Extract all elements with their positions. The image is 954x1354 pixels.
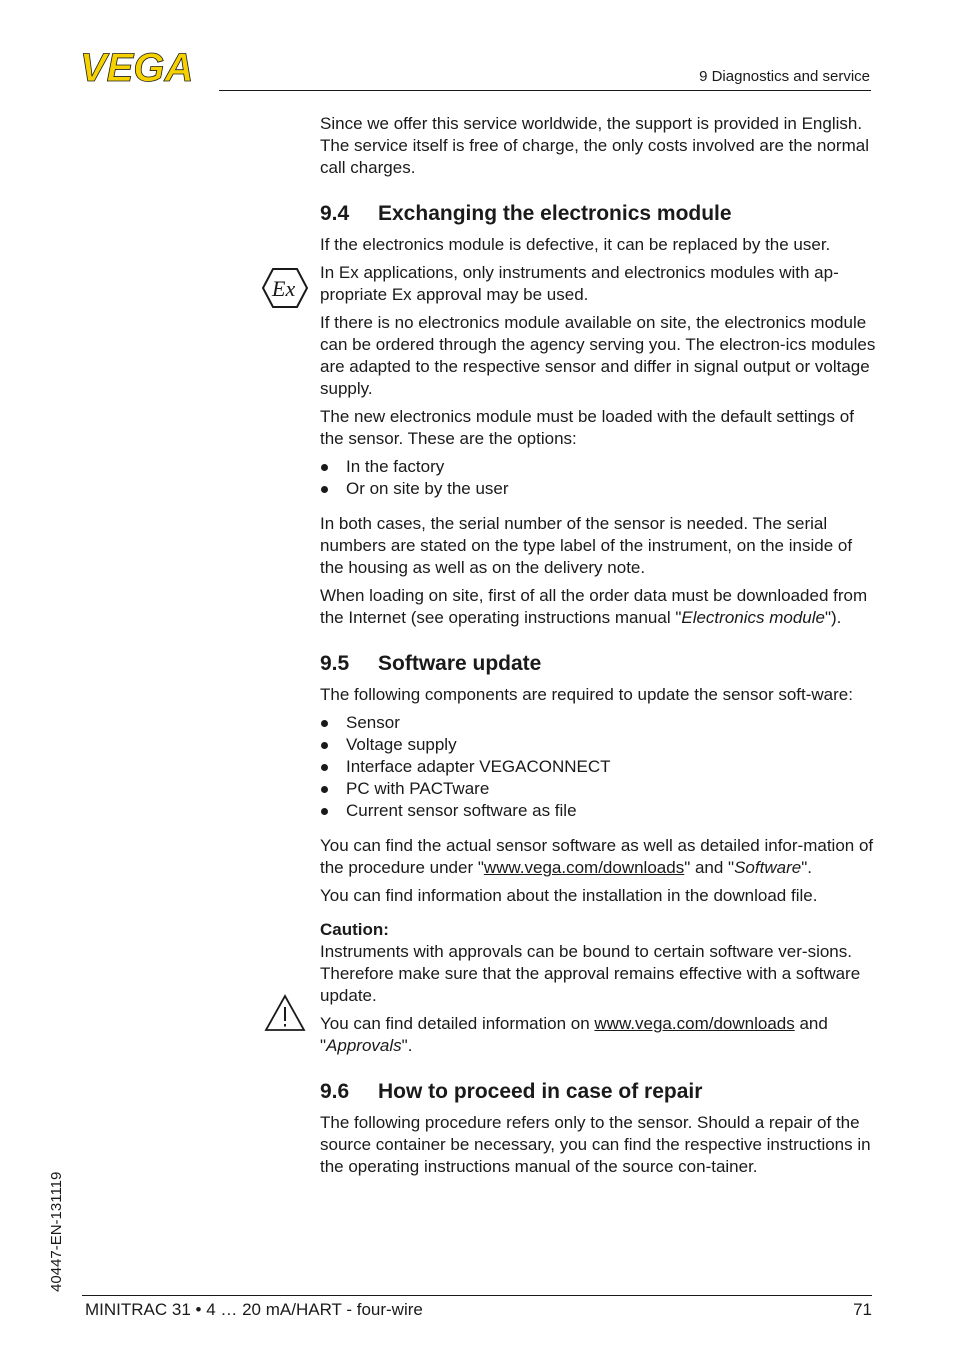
section-title: Software update	[378, 652, 542, 675]
paragraph	[320, 835, 876, 879]
list-item: PC with PACTware	[320, 778, 876, 800]
list-item: Voltage supply	[320, 734, 876, 756]
downloads-link[interactable]: www.vega.com/downloads	[483, 858, 685, 877]
document-number: 40447-EN-131119	[48, 1171, 65, 1292]
list-item: Or on site by the user	[320, 478, 876, 500]
svg-text:VEGA: VEGA	[80, 50, 194, 84]
product-name: MINITRAC 31 • 4 … 20 mA/HART - four-wire	[85, 1300, 423, 1319]
section-heading-9-5	[320, 651, 876, 677]
list-item: Interface adapter VEGACONNECT	[320, 756, 876, 778]
paragraph: The following procedure refers only to the sensor. Should a repair of the source container be necessary, you can find the respective instructions in the operating instructions manual of the source con-tainer.	[320, 1113, 871, 1176]
svg-text:Ex: Ex	[272, 276, 296, 301]
intro-paragraph: Since we offer this service worldwide, the support is provided in English. The service itself is free of charge, the only costs involved are the normal call charges.	[320, 114, 869, 177]
section-title: Exchanging the electronics module	[378, 202, 732, 225]
text-span: ".	[401, 1036, 413, 1055]
components-list	[320, 712, 876, 822]
paragraph	[320, 585, 876, 629]
caution-label: Caution:	[320, 920, 389, 939]
paragraph: The new electronics module must be loaded with the default settings of the sensor. These are the options:	[320, 407, 854, 448]
vega-logo	[80, 50, 212, 84]
text-span: ").	[824, 608, 842, 627]
manual-reference: Electronics module	[681, 608, 825, 627]
section-number: 9.5	[320, 652, 350, 675]
paragraph: If there is no electronics module available on site, the electronics module can be ordered through the agency serving you. The electron-ics modules are adapted to the respective sensor and differ in signal output or voltage supply.	[320, 313, 876, 398]
text-span: You can find detailed information on	[320, 1014, 595, 1033]
chapter-title: 9 Diagnostics and service	[699, 68, 870, 85]
text-span: " and "	[684, 858, 735, 877]
list-item: In the factory	[320, 456, 876, 478]
text-span: ".	[801, 858, 812, 877]
footer-divider	[82, 1295, 872, 1296]
section-title: How to proceed in case of repair	[378, 1080, 703, 1103]
section-heading-9-4	[320, 201, 876, 227]
page-content	[320, 113, 876, 1184]
paragraph: The following components are required to update the sensor soft-ware:	[320, 685, 853, 704]
paragraph	[320, 1013, 876, 1057]
section-heading-9-6	[320, 1079, 876, 1105]
list-item: Current sensor software as file	[320, 800, 876, 822]
warning-icon	[264, 994, 306, 1032]
options-list	[320, 456, 876, 500]
list-item: Sensor	[320, 712, 876, 734]
downloads-link[interactable]: www.vega.com/downloads	[594, 1014, 795, 1033]
approvals-reference: Approvals	[326, 1036, 402, 1055]
section-number: 9.4	[320, 202, 350, 225]
paragraph: You can find information about the installation in the download file.	[320, 886, 818, 905]
paragraph: If the electronics module is defective, it can be replaced by the user.	[320, 235, 831, 254]
ex-hazard-icon	[262, 267, 308, 309]
caution-text: Instruments with approvals can be bound to certain software ver-sions. Therefore make sure that the approval remains effective with a software update.	[320, 942, 861, 1005]
software-reference: Software	[734, 858, 802, 877]
caution-block	[320, 919, 876, 1007]
text-span: and "	[320, 1014, 828, 1055]
header-divider	[219, 90, 871, 91]
ex-note: In Ex applications, only instruments and electronics modules with ap-propriate Ex approval may be used.	[320, 263, 839, 304]
section-number: 9.6	[320, 1080, 350, 1103]
text-span: You can find the actual sensor software as well as detailed infor-mation of the procedure under "	[320, 836, 874, 877]
page-number: 71	[853, 1300, 872, 1319]
text-span: When loading on site, first of all the order data must be downloaded from the Internet (see operating instructions manual "	[320, 586, 868, 627]
paragraph: In both cases, the serial number of the sensor is needed. The serial numbers are stated on the type label of the instrument, on the inside of the housing as well as on the delivery note.	[320, 514, 853, 577]
